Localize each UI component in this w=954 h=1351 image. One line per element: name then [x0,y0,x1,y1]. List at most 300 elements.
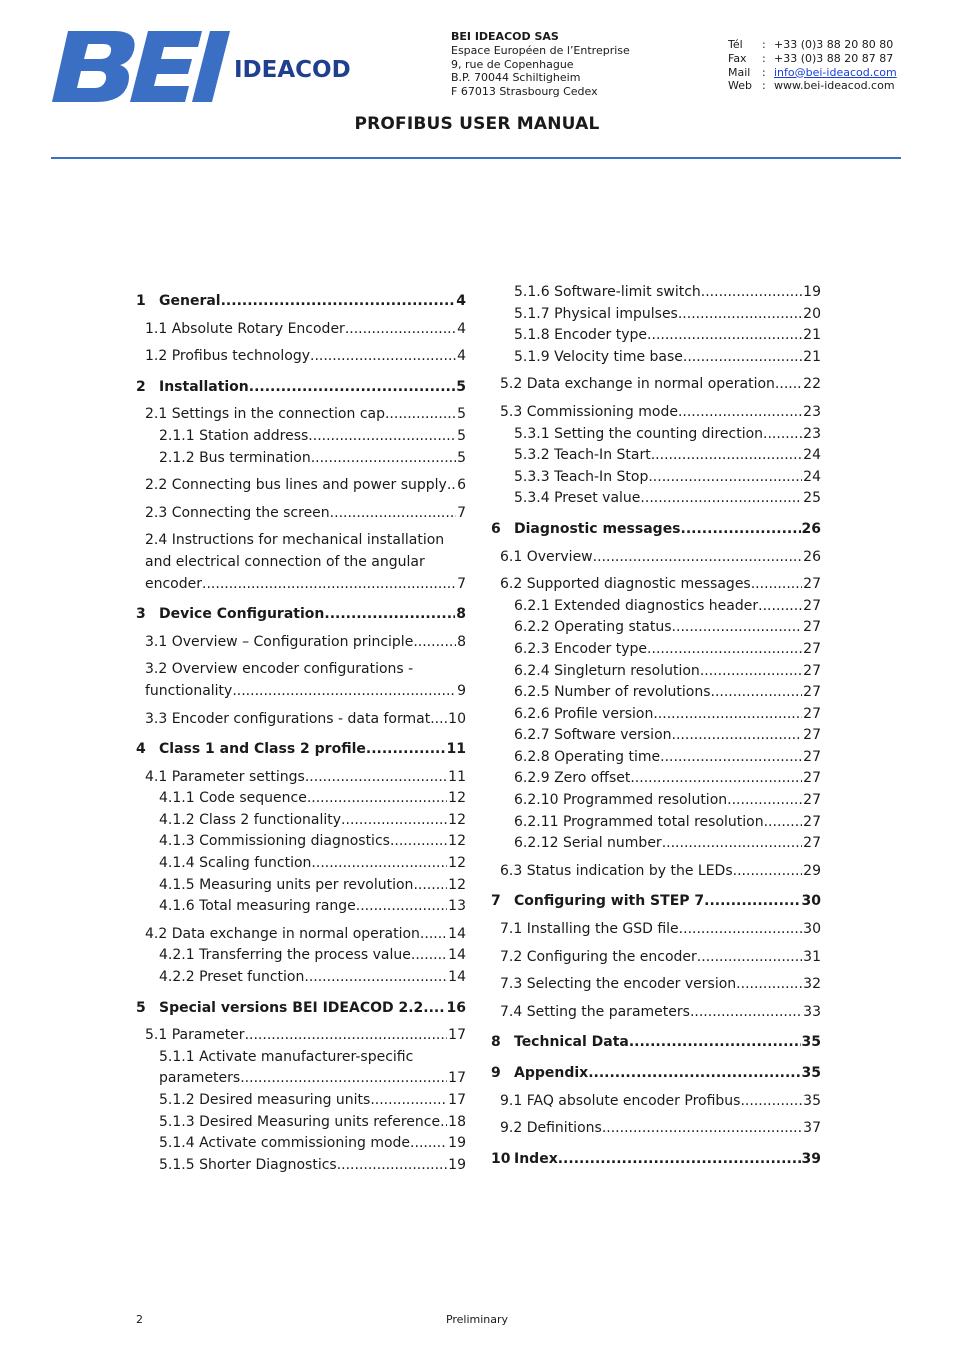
toc-page-number: 27 [803,748,821,765]
toc-entry-text: 2.1.1 Station address [159,427,309,444]
toc-leader [240,1068,447,1090]
toc-leader [651,445,802,467]
toc-leader [648,467,802,489]
toc-entry[interactable] [136,659,466,702]
toc-leader [440,1112,447,1134]
bei-ideacod-logo [52,28,368,104]
toc-entry-text: 5.3.2 Teach-In Start [514,447,651,464]
toc-entry-text: functionality [145,682,233,699]
toc-entry-text: 6.2.2 Operating status [514,619,672,636]
toc-page-number: 27 [803,640,821,657]
toc-leader [413,875,447,897]
toc-leader [385,404,456,426]
toc-page-number: 25 [803,490,821,507]
toc-entry[interactable] [491,861,821,883]
toc-entry[interactable] [136,709,466,731]
contact-phone: Tél : +33 (0)3 88 20 80 80 [728,38,894,51]
toc-page-number: 5 [457,406,466,423]
toc-entry[interactable] [491,445,821,467]
toc-leader [681,519,801,541]
toc-entry-text: 5.1.5 Shorter Diagnostics [159,1156,337,1173]
toc-entry-text: 9.1 FAQ absolute encoder Profibus [500,1092,741,1109]
toc-leader [305,767,447,789]
toc-page-number: 27 [803,684,821,701]
toc-chapter-number: 2 [136,378,146,395]
toc-entry-text: 7.3 Selecting the encoder version [500,976,737,993]
toc-entry-text: 6.1 Overview [500,548,593,565]
toc-entry-text: Special versions BEI IDEACOD 2.2 [159,999,424,1016]
toc-page-number: 13 [448,898,466,915]
toc-entry[interactable] [136,448,466,470]
toc-page-number: 17 [448,1092,466,1108]
toc-page-number: 31 [803,948,821,965]
toc-entry[interactable] [491,768,821,790]
toc-entry-text: 5.3.4 Preset value [514,490,641,507]
toc-page-number: 8 [456,606,466,623]
toc-entry-text: Device Configuration [159,606,325,623]
toc-leader [740,1091,802,1113]
toc-entry-last-line [145,681,466,703]
toc-chapter[interactable] [136,739,466,761]
toc-leader [249,377,455,399]
toc-entry-text: 7.1 Installing the GSD file [500,921,679,938]
toc-chapter[interactable] [491,891,821,913]
toc-page-number: 35 [803,1092,821,1109]
toc-entry[interactable] [136,924,466,946]
toc-entry-text: 4.2.2 Preset function [159,969,305,986]
toc-entry-text: parameters [159,1070,241,1087]
toc-page-number: 21 [803,348,821,365]
toc-entry[interactable] [491,424,821,446]
toc-entry[interactable] [136,426,466,448]
toc-chapter-number: 8 [491,1034,501,1051]
document-title: PROFIBUS USER MANUAL [354,114,600,134]
toc-entry-text: 5.1.6 Software-limit switch [514,284,701,300]
toc-leader [307,788,447,810]
toc-entry-text: 1.2 Profibus technology [145,348,310,365]
toc-leader [701,282,802,304]
toc-page-number: 16 [446,999,466,1016]
toc-leader [758,596,802,618]
toc-entry-text: 6.2.4 Singleturn resolution [514,662,700,679]
toc-entry[interactable] [136,503,466,525]
toc-entry[interactable] [136,632,466,654]
toc-entry-text: 5.3.3 Teach-In Stop [514,468,649,485]
toc-page-number: 4 [457,320,466,337]
toc-page-number: 12 [448,833,466,850]
address-line: Espace Européen de l’Entreprise [451,43,630,57]
toc-leader [660,747,802,769]
toc-left-column [136,291,466,1176]
toc-page-number: 24 [803,447,821,464]
toc-entry-text: 4.1.2 Class 2 functionality [159,811,342,828]
toc-page-number: 18 [448,1113,466,1130]
toc-chapter[interactable] [491,1063,821,1085]
toc-entry-text: 6.2.3 Encoder type [514,640,648,657]
toc-leader [202,574,456,596]
toc-leader [593,547,803,569]
toc-leader [308,426,456,448]
toc-leader [588,1063,800,1085]
toc-page-number: 10 [448,710,466,727]
toc-entry[interactable] [491,402,821,424]
toc-entry-last-line [159,1068,466,1090]
toc-entry[interactable] [491,1118,821,1140]
toc-entry-text: Class 1 and Class 2 profile [159,741,366,758]
toc-entry-text: 2.1 Settings in the connection cap [145,406,385,423]
toc-entry-text: 6.2.5 Number of revolutions [514,684,711,701]
toc-entry[interactable] [136,346,466,368]
toc-leader [697,947,802,969]
toc-leader [647,639,802,661]
toc-page-number: 30 [801,893,821,910]
toc-chapter-number: 7 [491,893,501,910]
toc-entry[interactable] [491,325,821,347]
toc-page-number: 27 [803,619,821,636]
toc-entry[interactable] [491,282,821,304]
toc-entry[interactable] [491,919,821,941]
toc-entry-text: 2.4 Instructions for mechanical installation [145,532,445,549]
toc-entry-text: 3.3 Encoder configurations - data format [145,710,431,727]
address-line: B.P. 70044 Schiltigheim [451,71,581,85]
toc-page-number: 6 [457,477,466,494]
toc-chapter[interactable] [491,519,821,541]
toc-entry-text: 7.4 Setting the parameters [500,1003,690,1020]
toc-leader [679,919,803,941]
toc-page-number: 27 [803,727,821,744]
toc-entry-text: 3.1 Overview – Configuration principle [145,633,414,650]
toc-entry[interactable] [491,947,821,969]
toc-leader [370,1090,447,1112]
toc-leader [678,402,802,424]
toc-entry-text: 5.1.7 Physical impulses [514,305,678,322]
toc-entry-text: 5.1.1 Activate manufacturer-specific [159,1048,414,1065]
toc-leader [683,347,802,369]
toc-entry-text: 5.1.2 Desired measuring units [159,1092,371,1108]
toc-page-number: 27 [803,705,821,722]
toc-entry[interactable] [491,374,821,396]
toc-entry[interactable] [136,810,466,832]
toc-leader [662,833,802,855]
toc-leader [775,374,802,396]
toc-leader [221,291,456,313]
toc-page-number: 19 [448,1135,466,1152]
toc-chapter-number: 5 [136,999,146,1016]
toc-leader [763,424,802,446]
toc-entry[interactable] [491,347,821,369]
toc-page-number: 19 [803,284,821,300]
toc-entry-text: 5.1 Parameter [145,1027,245,1044]
toc-entry-text: 5.1.9 Velocity time base [514,348,683,365]
toc-entry[interactable] [491,1002,821,1024]
toc-entry[interactable] [136,1025,466,1047]
logo-name: IDEACOD [234,57,351,83]
toc-leader [413,632,456,654]
toc-page-number: 14 [448,925,466,942]
toc-chapter-number: 1 [136,293,146,309]
toc-leader [447,475,456,497]
toc-leader [366,739,446,761]
toc-leader [678,304,802,326]
toc-page-number: 27 [803,576,821,593]
toc-page-number: 9 [457,682,466,699]
toc-chapter[interactable] [491,1032,821,1054]
toc-page-number: 37 [803,1120,821,1137]
toc-page-number: 27 [803,792,821,809]
toc-entry-text: 6.2.7 Software version [514,727,672,744]
toc-entry-text: encoder [145,575,203,592]
toc-page-number: 12 [448,855,466,872]
toc-entry[interactable] [491,682,821,704]
toc-page-number: 11 [448,768,466,785]
toc-chapter[interactable] [136,377,466,399]
toc-page-number: 5 [457,449,466,466]
toc-leader [711,682,803,704]
toc-entry-text: 6.2.12 Serial number [514,835,662,852]
toc-page-number: 35 [801,1034,821,1051]
toc-leader [736,974,802,996]
toc-leader [390,831,447,853]
toc-page-number: 27 [803,770,821,787]
toc-entry[interactable] [491,661,821,683]
toc-leader [704,891,800,913]
email-link[interactable]: info@bei-ideacod.com [774,65,897,79]
toc-leader [700,661,802,683]
toc-page-number: 12 [448,876,466,893]
toc-page-number: 39 [801,1150,821,1167]
address-line: F 67013 Strasbourg Cedex [451,85,598,99]
toc-page-number: 32 [803,976,821,993]
toc-entry-text: 6.2.9 Zero offset [514,770,631,787]
toc-page-number: 17 [448,1070,466,1087]
toc-page-number: 27 [803,835,821,852]
toc-leader [672,725,803,747]
toc-leader [310,346,456,368]
toc-leader [245,1025,448,1047]
toc-leader [630,768,802,790]
toc-page-number: 11 [446,741,466,758]
contact-mail: Mail : info@bei-ideacod.com [728,65,897,79]
toc-entry[interactable] [136,1133,466,1155]
toc-entry[interactable] [136,319,466,341]
toc-page-number: 7 [457,575,466,592]
company-address [451,30,630,99]
toc-leader [304,967,447,989]
toc-entry[interactable] [136,404,466,426]
toc-entry-text: 6.2.6 Profile version [514,705,654,722]
toc-entry[interactable] [491,467,821,489]
toc-leader [311,448,456,470]
toc-entry[interactable] [491,704,821,726]
toc-entry[interactable] [491,1091,821,1113]
toc-entry[interactable] [491,596,821,618]
toc-leader [672,617,803,639]
toc-entry[interactable] [491,747,821,769]
toc-entry-text: Installation [159,378,249,395]
toc-entry[interactable] [491,574,821,596]
toc-entry-text: 2.2 Connecting bus lines and power supply [145,477,447,494]
toc-entry[interactable] [136,475,466,497]
toc-leader [410,1133,447,1155]
toc-entry-text: 4.1.5 Measuring units per revolution [159,876,414,893]
toc-entry-text: 5.2 Data exchange in normal operation [500,376,775,393]
toc-page-number: 19 [448,1156,466,1173]
toc-leader [324,604,455,626]
toc-leader [764,812,803,834]
toc-entry-text: 5.3.1 Setting the counting direction [514,425,764,442]
toc-page-number: 4 [456,293,466,309]
toc-entry-text: Technical Data [514,1034,629,1051]
toc-page-number: 5 [457,427,466,444]
toc-entry-text: 6.2.8 Operating time [514,748,661,765]
toc-entry[interactable] [136,1047,466,1090]
toc-page-number: 4 [457,348,466,365]
toc-page-number: 26 [801,520,821,537]
toc-leader [640,488,802,510]
toc-page-number: 27 [803,597,821,614]
toc-chapter-number: 3 [136,606,146,623]
toc-leader [232,681,456,703]
toc-entry-text: 2.3 Connecting the screen [145,504,330,521]
toc-entry[interactable] [491,488,821,510]
toc-page-number: 24 [803,468,821,485]
toc-page-number: 22 [803,376,821,393]
toc-leader [733,861,803,883]
footer-page-number: 2 [136,1313,143,1326]
toc-page-number: 14 [448,969,466,986]
toc-entry-text: and electrical connection of the angular [145,553,425,570]
toc-entry[interactable] [491,617,821,639]
toc-entry-text: 4.1.4 Scaling function [159,855,312,872]
toc-entry-text: 4.1.1 Code sequence [159,790,307,807]
toc-leader [602,1118,802,1140]
toc-entry[interactable] [136,831,466,853]
toc-entry[interactable] [491,812,821,834]
toc-chapter[interactable] [136,604,466,626]
toc-leader [345,319,456,341]
toc-entry-text: 5.1.3 Desired Measuring units reference [159,1113,441,1130]
toc-chapter-number: 10 [491,1150,511,1167]
toc-entry-text: 3.2 Overview encoder configurations - [145,661,414,678]
toc-entry[interactable] [136,967,466,989]
toc-right-column [491,282,821,1170]
toc-chapter[interactable] [491,1149,821,1171]
toc-entry-text: 4.1 Parameter settings [145,768,305,785]
toc-entry-text: 6.2 Supported diagnostic messages [500,576,751,593]
toc-leader [423,998,445,1020]
contact-web: Web : www.bei-ideacod.com [728,79,895,93]
toc-leader [690,1002,802,1024]
toc-page-number: 30 [803,921,821,938]
toc-entry[interactable] [491,547,821,569]
contact-fax: Fax : +33 (0)3 88 20 87 87 [728,51,894,65]
toc-entry-text: 2.1.2 Bus termination [159,449,311,466]
toc-page-number: 29 [803,862,821,879]
toc-page-number: 23 [803,403,821,420]
toc-page-number: 7 [457,504,466,521]
toc-entry[interactable] [491,725,821,747]
toc-chapter[interactable] [136,998,466,1020]
header-rule [51,157,901,159]
toc-entry[interactable] [491,790,821,812]
toc-entry[interactable] [491,639,821,661]
toc-entry[interactable] [136,945,466,967]
toc-leader [330,503,456,525]
toc-entry-text: 5.1.4 Activate commissioning mode [159,1135,411,1152]
toc-leader [341,810,447,832]
toc-entry-text: Index [514,1150,558,1167]
toc-leader [420,924,447,946]
toc-chapter-number: 6 [491,520,501,537]
toc-chapter-number: 4 [136,741,146,758]
toc-entry[interactable] [136,875,466,897]
toc-page-number: 5 [456,378,466,395]
toc-page-number: 12 [448,811,466,828]
toc-leader [430,709,447,731]
toc-entry[interactable] [136,896,466,918]
toc-leader [558,1149,801,1171]
toc-page-number: 12 [448,790,466,807]
toc-leader [647,325,802,347]
toc-entry-text: 4.1.6 Total measuring range [159,898,356,915]
toc-entry[interactable] [491,304,821,326]
toc-entry-text: 1.1 Absolute Rotary Encoder [145,320,345,337]
toc-entry-last-line [145,574,466,596]
toc-entry-text: Diagnostic messages [514,520,681,537]
toc-leader [727,790,802,812]
toc-page-number: 27 [803,662,821,679]
toc-chapter[interactable] [136,291,466,313]
toc-entry-text: Appendix [514,1065,589,1081]
toc-leader [653,704,802,726]
toc-entry-text: 4.2 Data exchange in normal operation [145,925,420,942]
toc-entry[interactable] [136,788,466,810]
toc-page-number: 8 [457,633,466,650]
toc-leader [629,1032,801,1054]
toc-entry[interactable] [136,767,466,789]
toc-entry[interactable] [491,974,821,996]
toc-page-number: 14 [448,947,466,964]
toc-leader [751,574,802,596]
toc-entry-text: 6.2.11 Programmed total resolution [514,813,764,830]
toc-entry[interactable] [136,530,466,595]
contact-block [728,38,897,93]
toc-page-number: 35 [801,1065,821,1081]
toc-entry[interactable] [136,853,466,875]
toc-entry-text: 5.3 Commissioning mode [500,403,678,420]
toc-entry-text: 6.3 Status indication by the LEDs [500,862,733,879]
toc-leader [337,1155,447,1177]
toc-entry-text: 6.2.10 Programmed resolution [514,792,728,809]
toc-page-number: 26 [803,548,821,565]
toc-entry[interactable] [136,1155,466,1177]
toc-entry-text: 4.2.1 Transferring the process value [159,947,411,964]
toc-entry[interactable] [136,1090,466,1112]
toc-page-number: 17 [448,1027,466,1044]
toc-entry-text: 7.2 Configuring the encoder [500,948,697,965]
toc-page-number: 20 [803,305,821,322]
toc-entry-text: 4.1.3 Commissioning diagnostics [159,833,390,850]
toc-entry-text: General [159,293,221,309]
address-line: 9, rue de Copenhague [451,57,574,71]
toc-page-number: 21 [803,327,821,344]
toc-entry[interactable] [136,1112,466,1134]
toc-leader [356,896,447,918]
toc-entry-text: 6.2.1 Extended diagnostics header [514,597,759,614]
toc-page-number: 23 [803,425,821,442]
company-name: BEI IDEACOD SAS [451,30,559,43]
toc-entry[interactable] [491,833,821,855]
